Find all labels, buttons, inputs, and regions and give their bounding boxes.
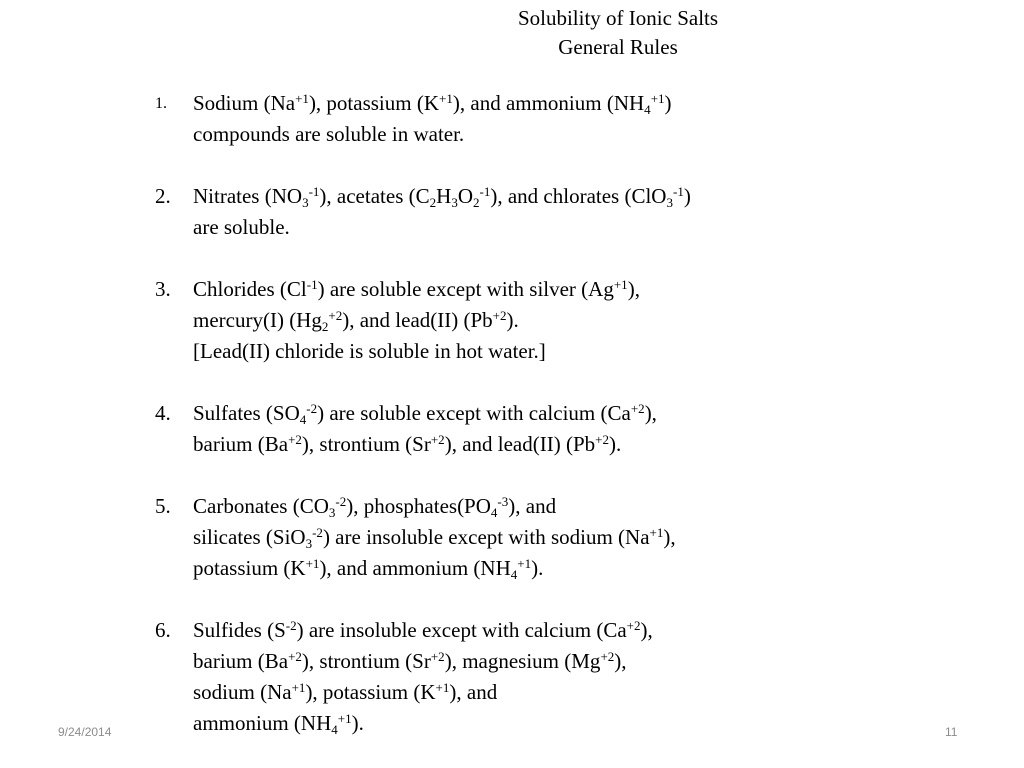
slide-title: [0, 4, 1024, 62]
rule-text: ).: [531, 556, 544, 580]
rule-line: [193, 429, 855, 460]
charge-superscript: +2: [430, 431, 445, 447]
count-subscript: 2: [429, 194, 437, 210]
count-subscript: 4: [644, 101, 651, 117]
rule-line: [193, 336, 855, 367]
charge-superscript: -3: [497, 493, 509, 509]
count-subscript: 4: [510, 566, 518, 582]
rule-item: [155, 491, 855, 584]
rule-item: [155, 181, 855, 243]
rule-text: mercury(I) (Hg: [193, 308, 322, 332]
rule-line: [193, 398, 855, 429]
rule-text: ) are insoluble except with sodium (Na: [322, 525, 650, 549]
rule-text: ),: [640, 618, 653, 642]
rule-text: Carbonates (CO: [193, 494, 329, 518]
rule-text: ).: [506, 308, 519, 332]
rule-text: Sulfates (SO: [193, 401, 300, 425]
rule-text: ), and ammonium (NH: [452, 91, 645, 115]
charge-superscript: +1: [613, 276, 628, 292]
charge-superscript: +2: [595, 431, 609, 447]
rule-number: 1.: [155, 95, 167, 112]
rule-text: potassium (K: [193, 556, 306, 580]
count-subscript: 4: [299, 411, 307, 427]
rule-line: [193, 615, 855, 646]
charge-superscript: +1: [439, 90, 453, 106]
rule-text: ),: [644, 401, 657, 425]
count-subscript: 4: [331, 721, 338, 737]
rule-item: [155, 88, 855, 150]
rule-text: Sodium (Na: [193, 91, 296, 115]
rule-line: [193, 274, 855, 305]
rule-text: ), and chlorates (ClO: [490, 184, 667, 208]
count-subscript: 2: [473, 194, 480, 210]
count-subscript: 3: [451, 194, 458, 210]
charge-superscript: +1: [517, 555, 532, 571]
count-subscript: 3: [328, 504, 336, 520]
rule-number: 5.: [155, 494, 171, 518]
rule-text: barium (Ba: [193, 649, 289, 673]
rule-text: ),: [614, 649, 627, 673]
rule-line: [193, 522, 855, 553]
rule-text: are soluble.: [193, 215, 290, 239]
charge-superscript: +2: [328, 307, 343, 323]
charge-superscript: +1: [649, 524, 664, 540]
rule-line: [193, 88, 855, 119]
rule-text: ), and: [508, 494, 557, 518]
charge-superscript: +1: [435, 679, 450, 695]
rule-text: [Lead(II) chloride is soluble in hot water.]: [193, 339, 546, 363]
rule-text: ), acetates (C: [319, 184, 430, 208]
rule-text: compounds are soluble in water.: [193, 122, 465, 146]
rule-text: ),: [627, 277, 640, 301]
rule-line: [193, 181, 855, 212]
charge-superscript: +2: [630, 400, 645, 416]
charge-superscript: +2: [600, 648, 615, 664]
rule-text: ): [664, 91, 672, 115]
rule-text: ), phosphates(PO: [346, 494, 491, 518]
rule-text: ), and: [449, 680, 498, 704]
rule-text: Chlorides (Cl: [193, 277, 307, 301]
rule-text: O: [457, 184, 473, 208]
rule-text: ) are insoluble except with calcium (Ca: [296, 618, 627, 642]
title-line-2: General Rules: [558, 35, 678, 59]
rule-text: ).: [609, 432, 622, 456]
rule-text: ), potassium (K: [305, 680, 436, 704]
rule-item: [155, 398, 855, 460]
rules-list: [155, 88, 855, 739]
rule-text: ),: [663, 525, 676, 549]
count-subscript: 3: [666, 194, 673, 210]
charge-superscript: -1: [479, 183, 491, 199]
charge-superscript: -2: [306, 400, 318, 416]
rule-text: ), strontium (Sr: [301, 649, 431, 673]
rule-text: ammonium (NH: [193, 711, 332, 735]
charge-superscript: +1: [295, 90, 309, 106]
rule-text: ).: [351, 711, 364, 735]
rule-item: [155, 615, 855, 739]
count-subscript: 3: [302, 194, 309, 210]
rule-text: Sulfides (S: [193, 618, 286, 642]
rule-text: barium (Ba: [193, 432, 289, 456]
charge-superscript: +1: [650, 90, 665, 106]
slide-number: 11: [945, 725, 958, 739]
charge-superscript: +2: [430, 648, 445, 664]
rule-text: ), and ammonium (NH: [319, 556, 511, 580]
rule-text: silicates (SiO: [193, 525, 306, 549]
rule-number: 6.: [155, 618, 171, 642]
rule-number: 4.: [155, 401, 171, 425]
charge-superscript: +1: [291, 679, 306, 695]
count-subscript: 4: [490, 504, 498, 520]
charge-superscript: -2: [285, 617, 297, 633]
footer-date: 9/24/2014: [58, 725, 112, 739]
rule-line: [193, 677, 855, 708]
rule-line: [193, 119, 855, 150]
charge-superscript: -1: [673, 183, 684, 199]
rule-line: [193, 212, 855, 243]
rule-line: [193, 553, 855, 584]
rule-number: 3.: [155, 277, 171, 301]
rule-text: sodium (Na: [193, 680, 292, 704]
count-subscript: 2: [321, 318, 329, 334]
rule-text: ), potassium (K: [308, 91, 440, 115]
rule-line: [193, 491, 855, 522]
charge-superscript: +2: [288, 648, 302, 664]
title-line-1: Solubility of Ionic Salts: [517, 6, 719, 30]
rule-text: ) are soluble except with calcium (Ca: [317, 401, 631, 425]
rule-line: [193, 708, 855, 739]
rule-text: ) are soluble except with silver (Ag: [317, 277, 614, 301]
rule-text: ), and lead(II) (Pb: [444, 432, 596, 456]
charge-superscript: +2: [626, 617, 641, 633]
count-subscript: 3: [305, 535, 313, 551]
rule-text: H: [436, 184, 452, 208]
rule-text: ), strontium (Sr: [301, 432, 431, 456]
rule-line: [193, 646, 855, 677]
charge-superscript: +2: [288, 431, 302, 447]
charge-superscript: +2: [492, 307, 507, 323]
charge-superscript: -2: [312, 524, 323, 540]
rule-line: [193, 305, 855, 336]
charge-superscript: -1: [308, 183, 320, 199]
charge-superscript: +1: [305, 555, 320, 571]
rule-text: Nitrates (NO: [193, 184, 303, 208]
rule-number: 2.: [155, 184, 171, 208]
charge-superscript: +1: [337, 710, 352, 726]
rule-text: ): [683, 184, 691, 208]
charge-superscript: -2: [335, 493, 347, 509]
charge-superscript: -1: [306, 276, 318, 292]
rule-text: ), magnesium (Mg: [444, 649, 601, 673]
rule-text: ), and lead(II) (Pb: [342, 308, 493, 332]
rule-item: [155, 274, 855, 367]
